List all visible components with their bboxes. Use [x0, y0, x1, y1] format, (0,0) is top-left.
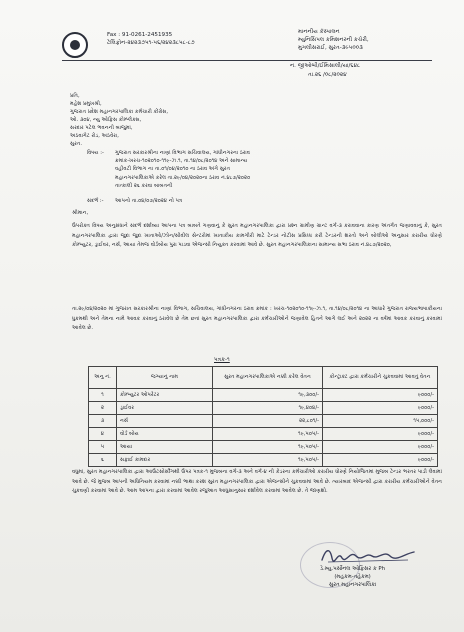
recipient-address — [70, 92, 168, 148]
reference-text: આપનો તા.૦૪/૦૭/૨૦૨૪ નો પત્ર — [115, 198, 183, 204]
header-contract-salary: કોન્ટ્રાક્ટ દ્વારા કર્મચારીને ચુકવવામાં આવતું વેતન — [323, 367, 438, 389]
subject-line: ગુજરાત સરકારશ્રીના નાણાં વિભાગ સચિવાલય, ગાંધીનગરના ઠરાવ — [115, 150, 251, 156]
signatory-department: (મહકમ-તહેકમ) — [334, 574, 371, 580]
post-cell: સફાઈ કામદાર — [117, 454, 213, 467]
recipient-line: અઠવાગેટ રોડ, અઠવેરા, — [70, 133, 119, 139]
contract-salary-cell: ૯૦૦૦/- — [323, 454, 438, 467]
recipient-line: મહેશ પ્રમુખશ્રી, — [70, 101, 102, 107]
header-post-name: જગ્યાનું નામ — [117, 367, 213, 389]
contract-salary-cell: ૯૦૦૦/- — [323, 428, 438, 441]
post-cell: વોર્ડ બોય — [117, 428, 213, 441]
letter-date: તા.૨૬ /૦૮/૨૦૨૪ — [308, 72, 347, 78]
subject-line: તાત્કાલી ૨૬ કરવા બાબતની — [115, 182, 173, 189]
smc-salary-cell: ૨૨,૮૦૧/- — [213, 415, 323, 428]
municipal-seal-icon — [62, 32, 88, 58]
subject-line: ક્રમાંક-ખરચ-૧૦૨૦૧૦-૧૧૯-ઝ.૧, તા.૧૪/૦૮/૨૦૧૪ અને સામાન્ય — [115, 158, 248, 165]
telephone-number: ટેલિફોન-૨૪૨૩૭૫૧-૫૬/૨૪૨૩૮૫૮-૮૭ — [107, 40, 195, 46]
recipient-line: ગુજરાત પ્રદેશ મહાનગરપાલિકા કર્મચારી કોંગ્રેસ, — [70, 109, 169, 115]
post-cell: નર્સ — [117, 415, 213, 428]
smc-salary-cell: ૧૯,૩૦૦/- — [213, 389, 323, 402]
contract-salary-cell: ૧૫,૦૦૦/- — [323, 415, 438, 428]
smc-salary-cell: ૧૯,૫૦૫/- — [213, 428, 323, 441]
table-title: પત્રક-૧ — [214, 357, 230, 363]
smc-salary-cell: ૧૯,૫૦૫/- — [213, 454, 323, 467]
serial-cell: ૩ — [89, 415, 117, 428]
fax-number: Fax : 91-0261-2451935 — [107, 32, 173, 38]
table-row — [89, 428, 438, 441]
signatory-title: ડે.મ્યુ.પર્સોનલ ઓફિસર ક Ph — [320, 566, 386, 572]
serial-cell: ૪ — [89, 428, 117, 441]
post-cell: ડ્રાઈવર — [117, 402, 213, 415]
office-line-1: માનનીય કૅસ્પાલન — [298, 29, 340, 35]
body-paragraph-1: ઉપરોક્ત વિષય અનુસંધાને સંદર્ભ દર્શાવ્યા આપના પત્ર બાબતે ગણવાનું કે સુરત મહાનગરપાલિકા દ્વારા પ્રશ્ન ગ્રામીણ ગ્રાન્ટ વર્ગ-૩ કરાવવાના કારણ અંતર્ગત જણાવવાનું કે, સુરત મહાનગરપાલિકા દ્વારા જુદા જુદા ખાતાઓ/ઝોન/સીવીલ સેન્ટરોમાં ખાતાકીય કામગીરી માટે ટેન્ડર નોટીસ પ્રસિધ્ધ કરી ટેન્ડરની શરતો અને બોલીઓ અનુસાર કરારીય ધોરણે કોમ્પ્યુટર, ડ્રાઈવર, નર્સ, આયા તેમજ વોર્ડબોય પુરા પાડવા એજન્સી નિયુક્ત કરવામાં આવે છે. સુરત મહાનગરપાલિકાના સામાન્ય સભા ઠરાવ નં.૪૮૭/૨૦૨૦, — [72, 223, 442, 249]
office-line-3: મુગલીસરાઈ, સુરત-૩૯૫૦૦૩ — [298, 44, 363, 51]
subject-block — [87, 149, 435, 190]
subject-label: વિષય :- — [87, 150, 104, 156]
table-row — [89, 415, 438, 428]
recipient-line: ઓ. ૩૦૪, ન્યુ ઓફિસ કોમ્પ્લેક્સ, — [70, 117, 142, 123]
contract-salary-cell: ૯૦૦૦/- — [323, 402, 438, 415]
subject-line: મહાનગરપાલિકાએ કરેલ તા.૨૯/૦૪/૨૦૨૦ના ઠરાવ નં.૪૮૭/૨૦૨૦ — [115, 174, 251, 181]
smc-salary-cell: ૧૯,૪૦૪/- — [213, 402, 323, 415]
reference-block — [87, 198, 183, 204]
letterhead-contact — [107, 31, 195, 47]
table-header-row — [89, 367, 438, 389]
serial-cell: ૧ — [89, 389, 117, 402]
contract-salary-cell: ૯૦૦૦/- — [323, 441, 438, 454]
header-divider — [62, 60, 432, 61]
signatory-organization: સુરત મહાનગરપાલિકા — [328, 582, 377, 588]
smc-salary-cell: ૧૯,૫૦૫/- — [213, 441, 323, 454]
table-row — [89, 402, 438, 415]
contract-salary-cell: ૯૦૦૦/- — [323, 389, 438, 402]
greeting: શ્રીમાન, — [72, 210, 89, 216]
body-paragraph-3: વધુમાં, સુરત મહાનગરપાલિકા દ્વારા આઉટસોર્સીંગથી ઉપર પત્રક-૧ મુજબના વર્ગ-૩ અને વર્ગ-૪ ની કેડરના કર્મચારીઓ કરારીય ધોરણે નિયોજિતમાં મુજબ ટેન્ડર ભરતર પાડી લેવામાં આવે છે. જે મુજબ આપની અધિનિયમ કરવામાં નક્કી ભાથા કરશ સુરત મહાનગરપાલિકા દ્વારા એજન્સીને ચુકવવામાં આવે છે. ત્યારબાદ એજન્સી દ્વારા કરારીય કર્મચારીઓને વેતન ચુકવણી કરવામાં આવે છે. આમ આપના દ્વારા કરવામાં આવેલ રજુઆત આધુસાનુસાર દર્શાવેલ કરવામાં આવેલ છે. તે જાણશો. — [72, 469, 442, 495]
office-line-2: મ્યુનિસિપલ કમિશનરની કચેરી, — [298, 36, 369, 43]
serial-cell: ૬ — [89, 454, 117, 467]
post-cell: આયા — [117, 441, 213, 454]
table-row — [89, 389, 438, 402]
recipient-line: પ્રતિ, — [70, 93, 80, 99]
recipient-line: સુરત. — [70, 141, 82, 147]
handwritten-signature — [318, 544, 418, 566]
salary-table — [88, 366, 438, 467]
signature-block — [320, 565, 385, 589]
header-serial: અનુ નં. — [89, 367, 117, 389]
post-cell: કોમ્પ્યુટર ઓપરેટર — [117, 389, 213, 402]
header-smc-salary: સુરત મહાનગરપાલિકાએ નક્કી કરેલ વેતન — [213, 367, 323, 389]
reference-number: ન. જીઓબી/ઈમિસાલી/યા/૬૪૮ — [290, 63, 361, 69]
letterhead-office — [298, 29, 369, 52]
serial-cell: ૨ — [89, 402, 117, 415]
reference-label: સંદર્ભ :- — [87, 198, 104, 204]
table-row — [89, 454, 438, 467]
table-row — [89, 441, 438, 454]
recipient-line: સરદાર પટેલ ભવનની બાજુમાં, — [70, 125, 133, 131]
serial-cell: ૫ — [89, 441, 117, 454]
body-paragraph-2: તા.૨૯/૦૪/૨૦૨૦ માં ગુજરાત સરકારશ્રીના નાણાં વિભાગ, સચિવાલય, ગાંધીનગરના ઠરાવ ક્રમાંક : ખરચ-૧૦૨૦૧૦-૧૧૯-ઝ.૧, તા.૧૪/૦૮/૨૦૧૪ ના આધારે ગુજરાત રાજ્યભાષાકીયના ધુકમથી અને તેમના નામે આવક કરવાનું ઠરાવેલ છે તેમ છતાં સુરત મહાનગરપાલિકા દ્વારા કર્મચારીઓને જણાવેલ હિતને આગે લઈ અને ૨૦૨૨ ના વર્ષમાં આવક કરવાનું કરવામાં આવેલ છે. — [72, 306, 442, 332]
subject-line: વહીવટી વિભાગ ના તા.૦૧/૦૪/૨૦૧૦ ના ઠરાવ અંગે સુરત — [115, 166, 231, 173]
